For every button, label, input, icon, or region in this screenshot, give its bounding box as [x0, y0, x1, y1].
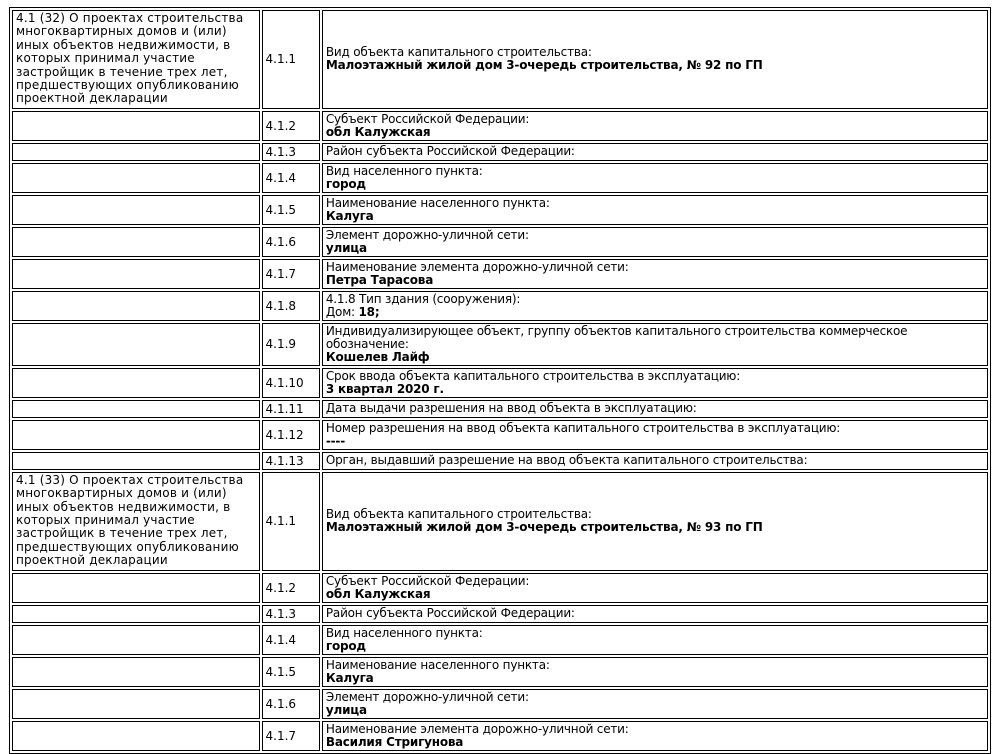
table-row: [12, 111, 988, 141]
table-row: [12, 573, 988, 603]
field-cell: [322, 657, 988, 687]
field-value-text: ----: [325, 433, 345, 448]
field-label: Наименование элемента дорожно-уличной сети:: [325, 259, 629, 274]
field-cell: [322, 452, 988, 470]
row-number: 4.1.8: [262, 291, 320, 321]
row-number: 4.1.5: [262, 657, 320, 687]
table-row: [12, 195, 988, 225]
field-value-text: Малоэтажный жилой дом 3-очередь строительства, № 93 по ГП: [325, 520, 763, 535]
field-value-text: Калуга: [325, 670, 374, 685]
field-label: Вид объекта капитального строительства:: [325, 507, 592, 522]
field-cell: [322, 227, 988, 257]
table-row: [12, 323, 988, 366]
empty-left-cell: [12, 143, 260, 161]
empty-left-cell: [12, 573, 260, 603]
table-row: [12, 400, 988, 418]
row-number: 4.1.6: [262, 227, 320, 257]
field-cell: [322, 400, 988, 418]
table-row: [12, 368, 988, 398]
row-number: 4.1.6: [262, 689, 320, 719]
field-label: Элемент дорожно-уличной сети:: [325, 227, 529, 242]
row-number: 4.1.7: [262, 259, 320, 289]
table-row: [12, 625, 988, 655]
empty-left-cell: [12, 195, 260, 225]
field-label: Дата выдачи разрешения на ввод объекта в эксплуатацию:: [325, 401, 697, 416]
row-number: 4.1.5: [262, 195, 320, 225]
section-title: 4.1 (32) О проектах строительства многоквартирных домов и (или) иных объектов недвижимости, в которых принимал участие застройщик в течение трех лет, предшествующих опубликованию проектной декларации: [16, 11, 244, 106]
field-value-text: Кошелев Лайф: [325, 349, 430, 364]
field-label: Наименование населенного пункта:: [325, 195, 550, 210]
field-value: [326, 672, 984, 685]
field-cell: [322, 605, 988, 623]
empty-left-cell: [12, 605, 260, 623]
empty-left-cell: [12, 721, 260, 751]
field-value-text: город: [325, 638, 366, 653]
table-row: [12, 420, 988, 450]
field-label: Индивидуализирующее объект, группу объектов капитального строительства коммерческое обозначение:: [325, 323, 908, 351]
section-title-cell: [12, 10, 260, 109]
field-cell: [322, 625, 988, 655]
empty-left-cell: [12, 420, 260, 450]
field-value: [326, 210, 984, 223]
field-value-text: Василия Стригунова: [325, 734, 464, 749]
table-row: [12, 472, 988, 571]
section-title: 4.1 (33) О проектах строительства многоквартирных домов и (или) иных объектов недвижимости, в которых принимал участие застройщик в течение трех лет, предшествующих опубликованию проектной декларации: [16, 472, 244, 568]
field-value-text: улица: [325, 240, 367, 255]
table-row: [12, 605, 988, 623]
empty-left-cell: [12, 689, 260, 719]
field-value: [326, 242, 984, 255]
field-cell: [322, 689, 988, 719]
field-cell: [322, 163, 988, 193]
empty-left-cell: [12, 111, 260, 141]
field-cell: [322, 721, 988, 751]
field-value-text: Малоэтажный жилой дом 3-очередь строительства, № 92 по ГП: [325, 58, 763, 73]
row-number: 4.1.2: [262, 111, 320, 141]
field-value: [326, 274, 984, 287]
empty-left-cell: [12, 259, 260, 289]
field-cell: [322, 259, 988, 289]
field-value-text: обл Калужская: [325, 124, 431, 139]
row-number: 4.1.10: [262, 368, 320, 398]
field-label: Субъект Российской Федерации:: [325, 111, 530, 126]
field-value: [326, 383, 984, 396]
row-number: 4.1.11: [262, 400, 320, 418]
empty-left-cell: [12, 323, 260, 366]
row-number: 4.1.3: [262, 143, 320, 161]
field-label: Срок ввода объекта капитального строительства в эксплуатацию:: [325, 368, 741, 383]
empty-left-cell: [12, 227, 260, 257]
field-value: [326, 704, 984, 717]
table-row: [12, 163, 988, 193]
field-label: 4.1.8 Тип здания (сооружения):: [325, 291, 521, 306]
row-number: 4.1.1: [262, 10, 320, 109]
field-value-prefix: Дом:: [325, 304, 359, 319]
row-number: 4.1.4: [262, 625, 320, 655]
field-value: [326, 736, 984, 749]
empty-left-cell: [12, 163, 260, 193]
field-value: [326, 588, 984, 601]
field-value: [326, 306, 984, 319]
table-row: [12, 689, 988, 719]
field-value: [326, 640, 984, 653]
empty-left-cell: [12, 368, 260, 398]
field-value-text: город: [325, 176, 366, 191]
row-number: 4.1.13: [262, 452, 320, 470]
empty-left-cell: [12, 452, 260, 470]
row-number: 4.1.12: [262, 420, 320, 450]
field-value-text: 18;: [358, 304, 380, 319]
empty-left-cell: [12, 291, 260, 321]
empty-left-cell: [12, 400, 260, 418]
table-row: [12, 452, 988, 470]
row-number: 4.1.7: [262, 721, 320, 751]
field-value: [326, 435, 984, 448]
field-value: [326, 59, 984, 72]
field-value: [326, 521, 984, 534]
field-value: [326, 126, 984, 139]
table-row: [12, 721, 988, 751]
field-cell: [322, 420, 988, 450]
field-value-text: 3 квартал 2020 г.: [325, 381, 444, 396]
row-number: 4.1.9: [262, 323, 320, 366]
project-declaration-table: [9, 7, 991, 754]
field-label: Орган, выдавший разрешение на ввод объекта капитального строительства:: [325, 453, 808, 468]
field-cell: [322, 573, 988, 603]
field-value: [326, 351, 984, 364]
table-row: [12, 291, 988, 321]
field-label: Наименование элемента дорожно-уличной сети:: [325, 721, 629, 736]
field-label: Субъект Российской Федерации:: [325, 573, 530, 588]
field-cell: [322, 323, 988, 366]
row-number: 4.1.2: [262, 573, 320, 603]
table-row: [12, 657, 988, 687]
field-cell: [322, 10, 988, 109]
field-cell: [322, 143, 988, 161]
table-row: [12, 143, 988, 161]
field-label: Вид населенного пункта:: [325, 625, 483, 640]
row-number: 4.1.4: [262, 163, 320, 193]
field-cell: [322, 368, 988, 398]
field-label: Вид населенного пункта:: [325, 163, 483, 178]
section-title-cell: [12, 472, 260, 571]
field-label: Номер разрешения на ввод объекта капитального строительства в эксплуатацию:: [325, 420, 841, 435]
field-value-text: обл Калужская: [325, 586, 431, 601]
field-value-text: улица: [325, 702, 367, 717]
empty-left-cell: [12, 657, 260, 687]
row-number: 4.1.1: [262, 472, 320, 571]
empty-left-cell: [12, 625, 260, 655]
field-label: Наименование населенного пункта:: [325, 657, 550, 672]
field-value-text: Калуга: [325, 208, 374, 223]
field-cell: [322, 195, 988, 225]
table-row: [12, 227, 988, 257]
field-value: [326, 178, 984, 191]
field-label: Район субъекта Российской Федерации:: [325, 144, 575, 159]
table-row: [12, 10, 988, 109]
field-cell: [322, 111, 988, 141]
field-value-text: Петра Тарасова: [325, 272, 434, 287]
field-label: Вид объекта капитального строительства:: [325, 45, 592, 60]
table-row: [12, 259, 988, 289]
field-cell: [322, 472, 988, 571]
row-number: 4.1.3: [262, 605, 320, 623]
field-label: Элемент дорожно-уличной сети:: [325, 689, 529, 704]
field-cell: [322, 291, 988, 321]
field-label: Район субъекта Российской Федерации:: [325, 606, 575, 621]
